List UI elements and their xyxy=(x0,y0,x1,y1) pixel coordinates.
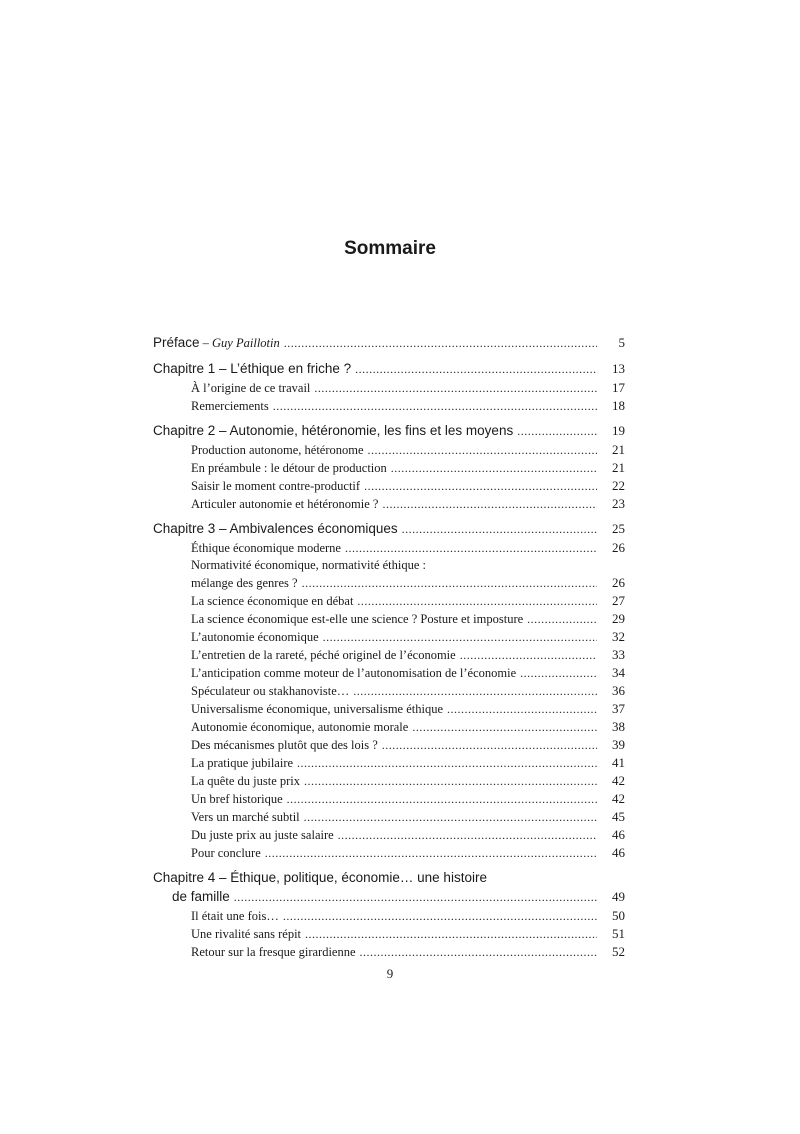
toc-chapter-4 xyxy=(153,868,625,961)
dot-leader xyxy=(368,442,597,459)
toc-entry-label: Vers un marché subtil xyxy=(191,810,300,824)
toc-entry-label: mélange des genres ? xyxy=(191,576,298,590)
dot-leader xyxy=(357,593,597,610)
toc-entry[interactable] xyxy=(153,610,625,628)
toc-entry[interactable] xyxy=(153,592,625,610)
toc-entry-label: La science économique est-elle une science ? Posture et imposture xyxy=(191,612,524,626)
toc-entry[interactable] xyxy=(153,379,625,397)
toc-entry-label: L’autonomie économique xyxy=(191,630,319,644)
toc-entry-label: Normativité économique, normativité éthique : xyxy=(191,558,427,572)
dot-leader xyxy=(273,398,597,415)
dot-leader xyxy=(265,845,597,862)
toc-page-number: 5 xyxy=(618,335,625,350)
dot-leader xyxy=(297,755,597,772)
toc-page-number: 38 xyxy=(612,719,625,734)
toc-entry-label: Chapitre 3 – Ambivalences économiques xyxy=(153,521,398,536)
dot-leader xyxy=(447,701,597,718)
toc-entry[interactable] xyxy=(153,477,625,495)
toc-entry[interactable] xyxy=(153,808,625,826)
toc-entry-label: L’anticipation comme moteur de l’autonomisation de l’économie xyxy=(191,666,517,680)
dot-leader xyxy=(314,380,597,397)
preface-separator: – xyxy=(199,336,213,350)
toc-entry[interactable] xyxy=(153,628,625,646)
dot-leader xyxy=(355,360,597,379)
toc-entry-label: de famille xyxy=(172,889,230,904)
toc-entry[interactable] xyxy=(153,459,625,477)
toc-entry[interactable] xyxy=(153,736,625,754)
preface-author: Guy Paillotin xyxy=(212,336,280,350)
toc-page-number: 36 xyxy=(612,683,625,698)
dot-leader xyxy=(382,737,597,754)
toc-page-number: 39 xyxy=(612,737,625,752)
dot-leader xyxy=(287,791,597,808)
toc-entry-label: Un bref historique xyxy=(191,792,283,806)
toc-entry[interactable] xyxy=(153,333,625,353)
dot-leader xyxy=(402,520,597,539)
toc-entry-label: Chapitre 1 – L’éthique en friche ? xyxy=(153,361,352,376)
page-title: Sommaire xyxy=(344,238,436,259)
dot-leader xyxy=(345,540,597,557)
toc-page-number: 42 xyxy=(612,773,625,788)
toc-page-number: 49 xyxy=(612,889,625,904)
toc-entry[interactable] xyxy=(153,772,625,790)
toc-entry-label: Éthique économique moderne xyxy=(191,541,341,555)
dot-leader xyxy=(382,496,597,513)
toc-entry[interactable] xyxy=(153,907,625,925)
dot-leader xyxy=(304,773,597,790)
toc-entry[interactable] xyxy=(153,539,625,557)
toc-entry-label: Chapitre 4 – Éthique, politique, économie… une histoire xyxy=(153,870,487,885)
toc-chapter-2 xyxy=(153,421,625,513)
toc-page-number: 26 xyxy=(612,540,625,555)
dot-leader xyxy=(353,683,597,700)
toc-page-number: 50 xyxy=(612,908,625,923)
dot-leader xyxy=(520,665,597,682)
dot-leader xyxy=(527,611,597,628)
toc-page-number: 25 xyxy=(612,521,625,536)
dot-leader xyxy=(305,926,597,943)
dot-leader xyxy=(391,460,597,477)
toc-entry[interactable] xyxy=(153,925,625,943)
toc-entry[interactable] xyxy=(153,826,625,844)
toc-page-number: 21 xyxy=(612,442,625,457)
toc-entry[interactable] xyxy=(153,664,625,682)
toc-entry-label: Du juste prix au juste salaire xyxy=(191,828,334,842)
toc-entry-label: La pratique jubilaire xyxy=(191,756,294,770)
toc-page-number: 18 xyxy=(612,398,625,413)
toc-entry-label: Retour sur la fresque girardienne xyxy=(191,945,356,959)
toc-preface xyxy=(153,333,625,353)
toc-page-number: 23 xyxy=(612,496,625,511)
toc-entry-label: La science économique en débat xyxy=(191,594,354,608)
toc-entry[interactable] xyxy=(153,421,625,441)
toc-page-number: 29 xyxy=(612,611,625,626)
toc-entry-label: Remerciements xyxy=(191,399,269,413)
toc-page-number: 33 xyxy=(612,647,625,662)
toc-chapter-1 xyxy=(153,359,625,415)
toc-entry[interactable] xyxy=(153,754,625,772)
dot-leader xyxy=(283,908,597,925)
toc-entry-first-line[interactable] xyxy=(153,868,625,887)
toc-page-number: 51 xyxy=(612,926,625,941)
dot-leader xyxy=(360,944,597,961)
toc-page-number: 17 xyxy=(612,380,625,395)
toc-page-number: 19 xyxy=(612,423,625,438)
toc-entry-label: Pour conclure xyxy=(191,846,261,860)
toc-entry-label: Chapitre 2 – Autonomie, hétéronomie, les fins et les moyens xyxy=(153,423,514,438)
toc-entry[interactable] xyxy=(153,397,625,415)
toc-entry[interactable] xyxy=(153,844,625,862)
toc-entry[interactable] xyxy=(153,359,625,379)
toc-entry[interactable] xyxy=(153,646,625,664)
dot-leader xyxy=(234,888,597,907)
toc-page-number: 26 xyxy=(612,575,625,590)
dot-leader xyxy=(323,629,597,646)
toc-entry-label: La quête du juste prix xyxy=(191,774,300,788)
toc-entry-label: Articuler autonomie et hétéronomie ? xyxy=(191,497,379,511)
dot-leader xyxy=(517,422,597,441)
dot-leader xyxy=(338,827,597,844)
toc-entry[interactable] xyxy=(153,682,625,700)
toc-entry[interactable] xyxy=(153,790,625,808)
toc-entry-label: Production autonome, hétéronome xyxy=(191,443,364,457)
toc-entry[interactable] xyxy=(153,718,625,736)
toc-page-number: 21 xyxy=(612,460,625,475)
toc-page-number: 42 xyxy=(612,791,625,806)
toc-entry[interactable] xyxy=(153,519,625,539)
toc-page-number: 34 xyxy=(612,665,625,680)
toc-page-number: 46 xyxy=(612,845,625,860)
page-number: 9 xyxy=(386,966,394,981)
toc-entry-label: Des mécanismes plutôt que des lois ? xyxy=(191,738,378,752)
toc-entry-label: Universalisme économique, universalisme éthique xyxy=(191,702,444,716)
toc-page-number: 52 xyxy=(612,944,625,959)
table-of-contents xyxy=(153,333,625,967)
toc-entry[interactable] xyxy=(153,887,625,907)
toc-entry-label xyxy=(153,333,280,353)
toc-entry[interactable] xyxy=(153,574,625,592)
toc-entry-label: Autonomie économique, autonomie morale xyxy=(191,720,409,734)
dot-leader xyxy=(302,575,597,592)
toc-entry-label: Il était une fois… xyxy=(191,909,279,923)
toc-entry-label: À l’origine de ce travail xyxy=(191,381,311,395)
dot-leader xyxy=(460,647,597,664)
toc-entry[interactable] xyxy=(153,943,625,961)
toc-entry[interactable] xyxy=(153,441,625,459)
toc-entry-label: Une rivalité sans répit xyxy=(191,927,302,941)
toc-page-number: 22 xyxy=(612,478,625,493)
toc-entry-first-line[interactable] xyxy=(153,557,625,574)
toc-page-number: 45 xyxy=(612,809,625,824)
dot-leader xyxy=(304,809,597,826)
preface-label: Préface xyxy=(153,335,200,350)
toc-page-number: 13 xyxy=(612,361,625,376)
toc-entry-label: Spéculateur ou stakhanoviste… xyxy=(191,684,350,698)
dot-leader xyxy=(412,719,597,736)
toc-page-number: 46 xyxy=(612,827,625,842)
toc-page-number: 37 xyxy=(612,701,625,716)
toc-entry-label: Saisir le moment contre-productif xyxy=(191,479,361,493)
toc-entry[interactable] xyxy=(153,700,625,718)
toc-page-number: 41 xyxy=(612,755,625,770)
toc-page-number: 27 xyxy=(612,593,625,608)
toc-page-number: 32 xyxy=(612,629,625,644)
toc-entry-label: En préambule : le détour de production xyxy=(191,461,387,475)
toc-entry-label: L’entretien de la rareté, péché originel de l’économie xyxy=(191,648,456,662)
dot-leader xyxy=(284,334,597,353)
toc-entry[interactable] xyxy=(153,495,625,513)
dot-leader xyxy=(364,478,597,495)
toc-chapter-3 xyxy=(153,519,625,862)
